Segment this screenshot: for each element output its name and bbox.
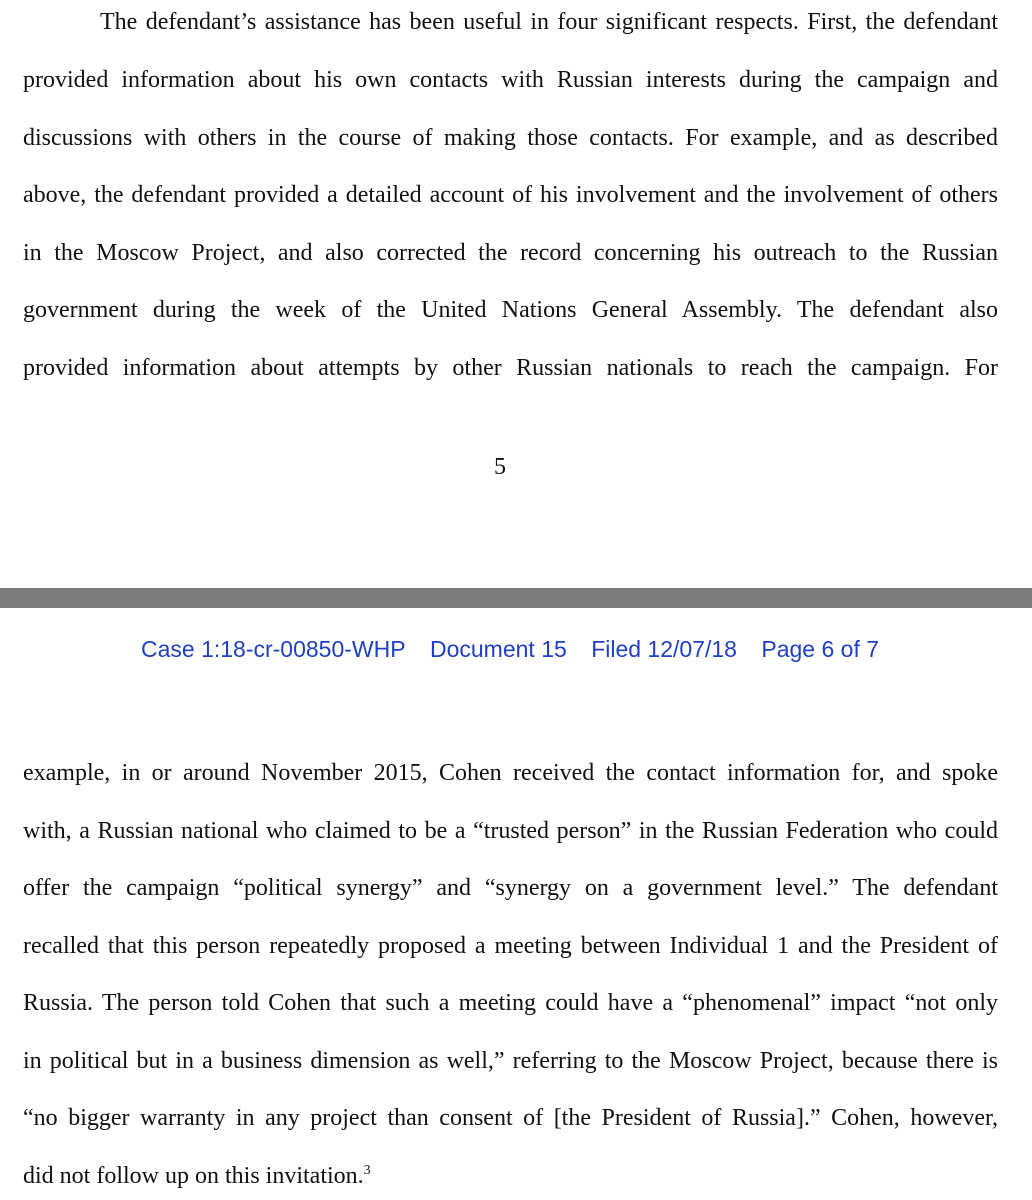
- paragraph-line: discussions with others in the course of making those contacts. For example, and as described: [23, 125, 998, 151]
- paragraph-line: offer the campaign “political synergy” and “synergy on a government level.” The defendant: [23, 875, 998, 901]
- paragraph-line: “no bigger warranty in any project than consent of [the President of Russia].” Cohen, however,: [23, 1105, 998, 1131]
- paragraph-line-text: did not follow up on this invitation.: [23, 1163, 364, 1189]
- paragraph-line: in the Moscow Project, and also corrected the record concerning his outreach to the Russian: [23, 240, 998, 266]
- page-number: 5: [494, 454, 506, 480]
- paragraph-line: provided information about attempts by other Russian nationals to reach the campaign. For: [23, 355, 998, 381]
- paragraph-line: recalled that this person repeatedly proposed a meeting between Individual 1 and the President of: [23, 933, 998, 959]
- paragraph-line: government during the week of the United Nations General Assembly. The defendant also: [23, 297, 998, 323]
- paragraph-line: example, in or around November 2015, Cohen received the contact information for, and spoke: [23, 760, 998, 786]
- paragraph-last-line: [23, 1162, 371, 1190]
- document-page-5: [0, 0, 1032, 588]
- document-number: Document 15: [429, 636, 567, 662]
- case-number: Case 1:18-cr-00850-WHP: [140, 636, 406, 662]
- paragraph-line: Russia. The person told Cohen that such a meeting could have a “phenomenal” impact “not only: [23, 990, 998, 1016]
- page-count: Page 6 of 7: [761, 636, 880, 662]
- paragraph-line: with, a Russian national who claimed to be a “trusted person” in the Russian Federation who could: [23, 818, 998, 844]
- paragraph-line: above, the defendant provided a detailed account of his involvement and the involvement of others: [23, 182, 998, 208]
- paragraph-line: in political but in a business dimension as well,” referring to the Moscow Project, because there is: [23, 1048, 998, 1074]
- paragraph-line: provided information about his own contacts with Russian interests during the campaign and: [23, 67, 998, 93]
- filed-date: Filed 12/07/18: [591, 636, 737, 662]
- paragraph-line: The defendant’s assistance has been useful in four significant respects. First, the defendant: [100, 9, 998, 35]
- footnote-reference[interactable]: 3: [363, 1163, 371, 1178]
- page-divider: [0, 588, 1032, 608]
- case-header: [0, 636, 1020, 663]
- document-page-6: [0, 608, 1032, 1200]
